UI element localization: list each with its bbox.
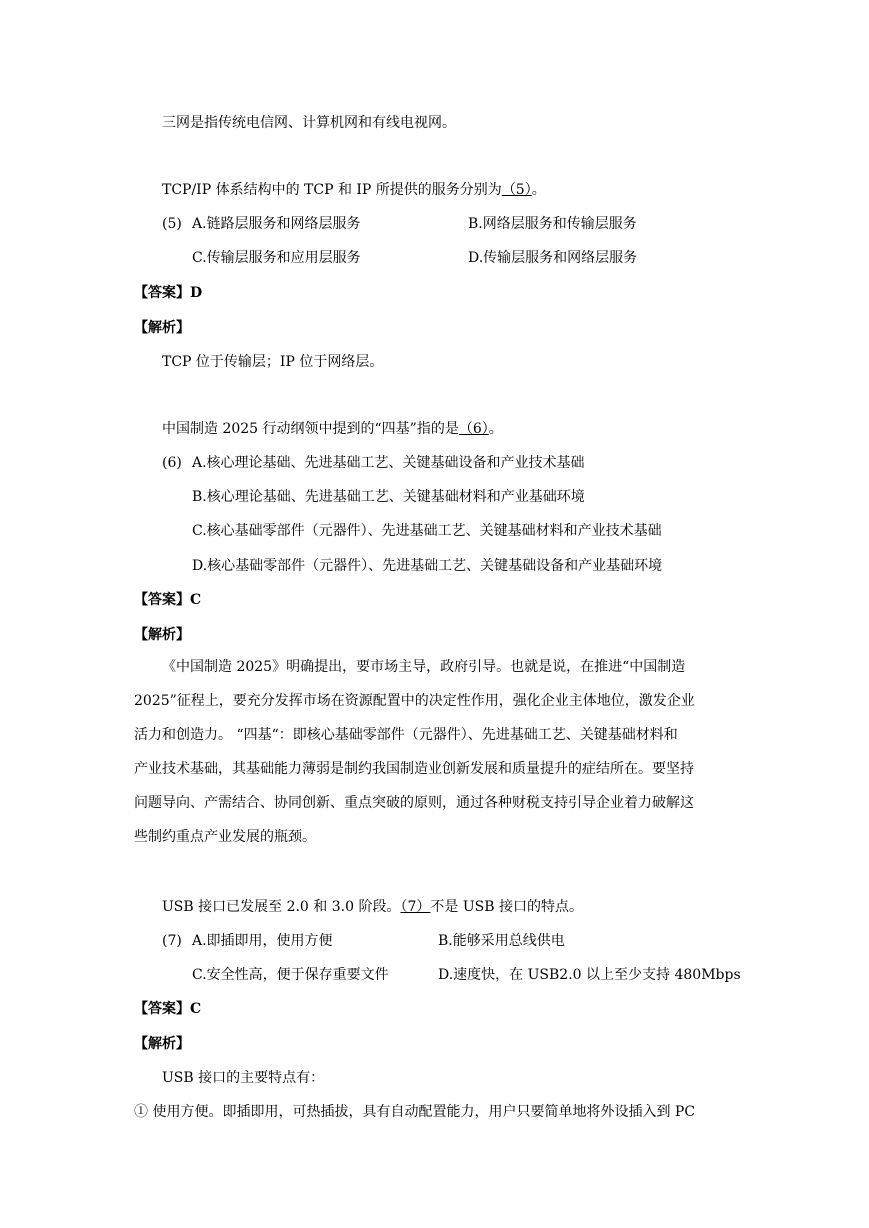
q5-number: (5) bbox=[162, 216, 182, 232]
q7-blank: （7） bbox=[400, 899, 431, 915]
q5-blank: （5） bbox=[501, 182, 532, 198]
q6-explanation-line-1: 《中国制造 2025》明确提出，要市场主导，政府引导。也就是说，在推进“中国制造 bbox=[162, 659, 686, 675]
q5-stem bbox=[162, 180, 546, 200]
q7-stem-before: USB 接口已发展至 2.0 和 3.0 阶段。 bbox=[162, 899, 401, 915]
q5-analysis-label: 【解析】 bbox=[134, 320, 190, 336]
q6-answer: 【答案】C bbox=[134, 592, 202, 608]
q4-explanation: 三网是指传统电信网、计算机网和有线电视网。 bbox=[162, 115, 456, 131]
q6-stem-before: 中国制造 2025 行动纲领中提到的“四基”指的是 bbox=[162, 421, 459, 437]
q7-option-c: C.安全性高，便于保存重要文件 bbox=[192, 967, 389, 983]
q7-stem-after: 不是 USB 接口的特点。 bbox=[430, 899, 583, 915]
q5-stem-after: 。 bbox=[531, 182, 546, 198]
q7-answer: 【答案】C bbox=[134, 1001, 202, 1017]
q6-explanation-line-2: 2025”征程上，要充分发挥市场在资源配置中的决定性作用，强化企业主体地位，激发企业 bbox=[134, 693, 695, 709]
q5-option-b: B.网络层服务和传输层服务 bbox=[468, 216, 637, 232]
q6-analysis-label: 【解析】 bbox=[134, 627, 190, 643]
q5-stem-before: TCP/IP 体系结构中的 TCP 和 IP 所提供的服务分别为 bbox=[162, 182, 502, 198]
q5-option-c: C.传输层服务和应用层服务 bbox=[192, 250, 361, 266]
q5-option-a: A.链路层服务和网络层服务 bbox=[192, 216, 361, 232]
q7-stem bbox=[162, 897, 583, 917]
q7-intro: USB 接口的主要特点有： bbox=[162, 1070, 325, 1086]
q6-number: (6) bbox=[162, 455, 182, 471]
q5-explanation: TCP 位于传输层；IP 位于网络层。 bbox=[162, 354, 384, 370]
q7-number: (7) bbox=[162, 933, 182, 949]
q6-stem-after: 。 bbox=[488, 421, 503, 437]
q6-explanation-line-5: 问题导向、产需结合、协同创新、重点突破的原则，通过各种财税支持引导企业着力破解这 bbox=[134, 795, 694, 811]
q6-blank: （6） bbox=[458, 421, 489, 437]
q6-option-d: D.核心基础零部件（元器件）、先进基础工艺、关键基础设备和产业基础环境 bbox=[192, 558, 663, 574]
q6-option-b: B.核心理论基础、先进基础工艺、关键基础材料和产业基础环境 bbox=[192, 489, 585, 505]
q6-stem bbox=[162, 419, 503, 439]
q7-point-1: ① 使用方便。即插即用，可热插拔，具有自动配置能力，用户只要简单地将外设插入到 PC bbox=[134, 1104, 696, 1120]
q6-explanation-line-4: 产业技术基础，其基础能力薄弱是制约我国制造业创新发展和质量提升的症结所在。要坚持 bbox=[134, 761, 694, 777]
q7-option-a: A.即插即用，使用方便 bbox=[192, 933, 333, 949]
q5-option-d: D.传输层服务和网络层服务 bbox=[468, 250, 638, 266]
q6-option-c: C.核心基础零部件（元器件）、先进基础工艺、关键基础材料和产业技术基础 bbox=[192, 523, 662, 539]
q7-option-b: B.能够采用总线供电 bbox=[438, 933, 565, 949]
q5-answer: 【答案】D bbox=[134, 285, 203, 301]
q6-option-a: A.核心理论基础、先进基础工艺、关键基础设备和产业技术基础 bbox=[192, 455, 585, 471]
q6-explanation-line-6: 些制约重点产业发展的瓶颈。 bbox=[134, 829, 316, 845]
q7-option-d: D.速度快，在 USB2.0 以上至少支持 480Mbps bbox=[438, 967, 741, 983]
q6-explanation-line-3: 活力和创造力。 “四基“：即核心基础零部件（元器件）、先进基础工艺、关键基础材料和 bbox=[134, 727, 678, 743]
q7-analysis-label: 【解析】 bbox=[134, 1036, 190, 1052]
